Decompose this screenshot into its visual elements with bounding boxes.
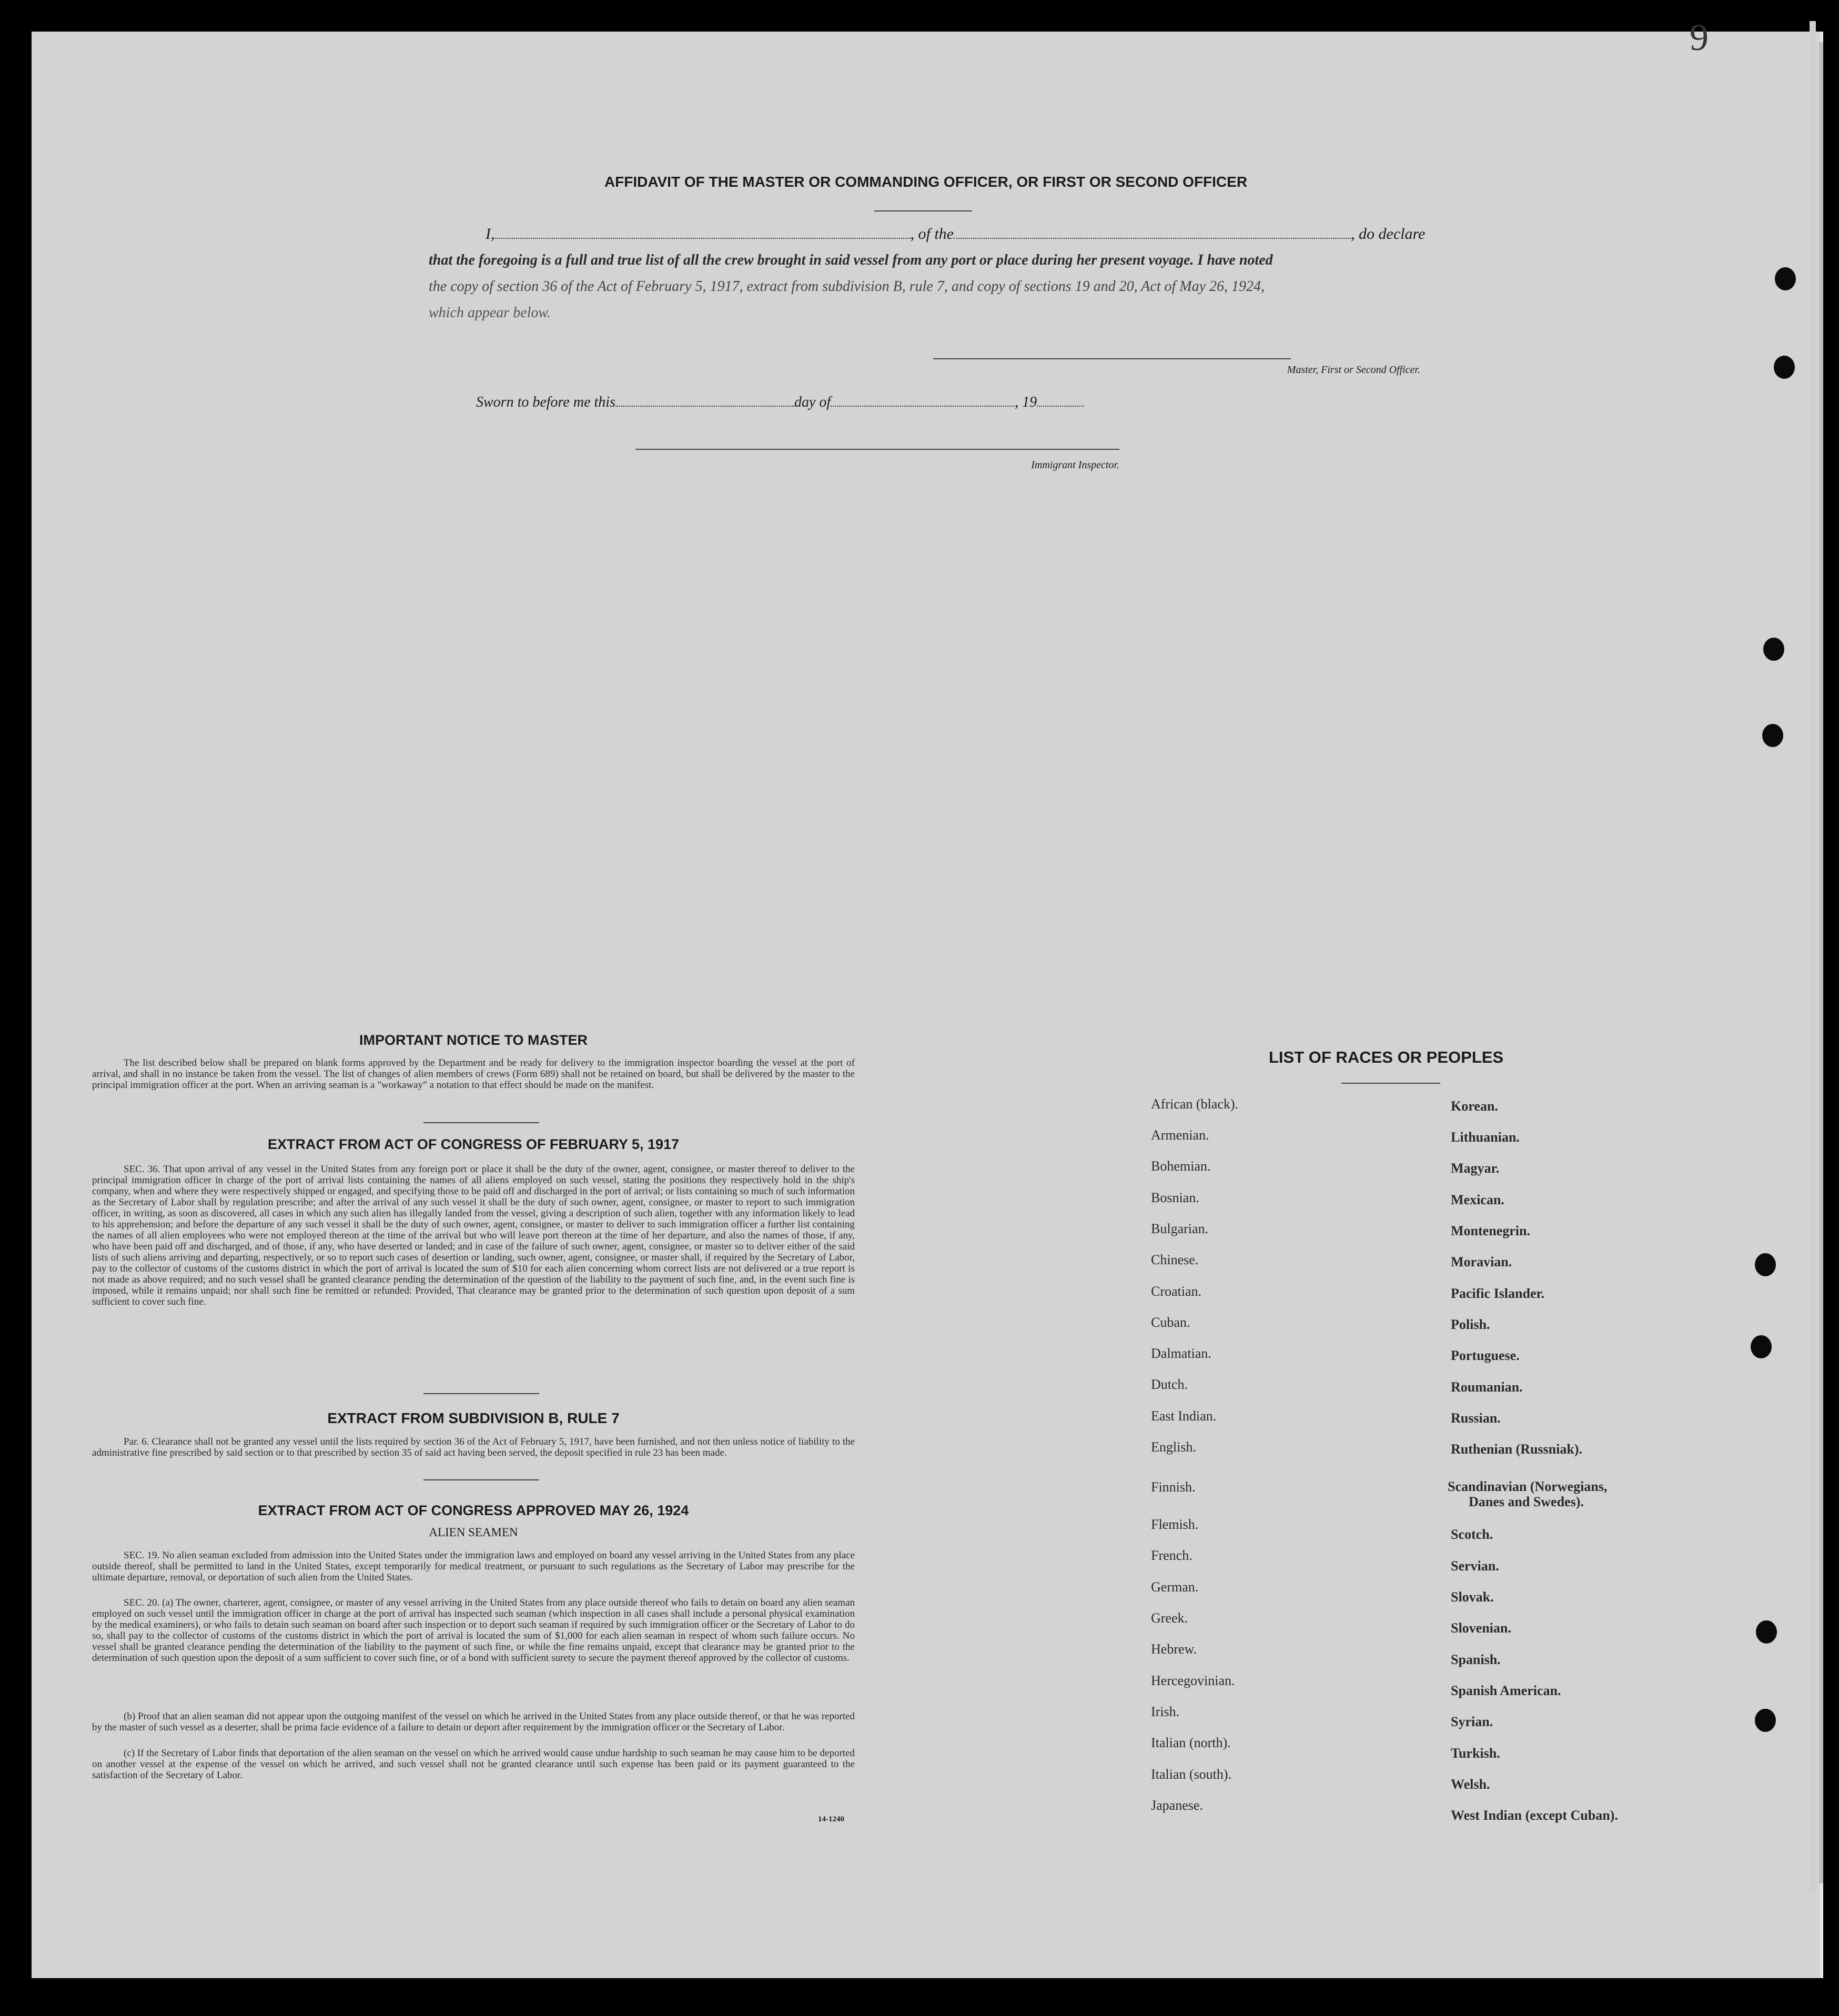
race-item: Turkish.	[1451, 1746, 1500, 1761]
signature-line[interactable]	[933, 358, 1291, 359]
divider	[423, 1479, 539, 1480]
race-item: Dutch.	[1151, 1377, 1188, 1392]
sworn-label: Sworn to before me this	[476, 394, 615, 410]
punch-hole	[1751, 1335, 1772, 1358]
sec-19: SEC. 19. No alien seaman excluded from admission into the United States under the immigration laws and employed on board any vessel arriving in the United States from any place outside thereof, shall be permitted to land in the United States, except temporarily for medical treatment, or pursuant to such regulations as the Secretary of Labor may prescribe for the ultimate departure, removal, or deportation of such alien from the United States.	[92, 1550, 855, 1583]
form-number: 14-1240	[818, 1815, 844, 1823]
do-declare-label: , do declare	[1351, 225, 1426, 243]
race-item: Italian (south).	[1151, 1767, 1232, 1782]
divider	[874, 210, 972, 211]
race-item: Chinese.	[1151, 1252, 1199, 1267]
punch-hole	[1756, 1620, 1777, 1644]
race-item: Bohemian.	[1151, 1158, 1211, 1174]
race-item: French.	[1151, 1548, 1193, 1563]
extract-rule7-title: EXTRACT FROM SUBDIVISION B, RULE 7	[327, 1410, 620, 1426]
affidavit-line-3: the copy of section 36 of the Act of February 5, 1917, extract from subdivision B, rule 7, and copy of sections 19 and 20, Act of May 26, 1924,	[429, 278, 1265, 295]
race-item: Portuguese.	[1451, 1348, 1520, 1363]
race-item: Irish.	[1151, 1704, 1180, 1719]
affidavit-line-1	[429, 221, 1428, 247]
race-item: Slovak.	[1451, 1589, 1494, 1605]
race-item: Spanish.	[1451, 1652, 1501, 1667]
punch-hole	[1774, 356, 1795, 379]
race-item: Welsh.	[1451, 1777, 1490, 1792]
race-item: Hercegovinian.	[1151, 1673, 1235, 1688]
race-item: Danes and Swedes).	[1469, 1494, 1584, 1509]
punch-hole	[1775, 267, 1796, 290]
race-item: Slovenian.	[1451, 1620, 1511, 1636]
race-item: Roumanian.	[1451, 1379, 1523, 1395]
inspector-signature-line[interactable]	[635, 449, 1119, 450]
race-item: Bulgarian.	[1151, 1221, 1209, 1236]
race-item: Scotch.	[1451, 1527, 1493, 1542]
race-item: Moravian.	[1451, 1254, 1512, 1269]
extract-1917-title: EXTRACT FROM ACT OF CONGRESS OF FEBRUARY 5, 1917	[267, 1136, 680, 1152]
divider	[423, 1393, 539, 1394]
year-field[interactable]	[1037, 391, 1084, 407]
race-item: Bosnian.	[1151, 1190, 1199, 1205]
race-item: Italian (north).	[1151, 1735, 1231, 1750]
page-number: 9	[1690, 16, 1709, 58]
sec-20a: SEC. 20. (a) The owner, charterer, agent, consignee, or master of any vessel arriving in the United States from any place outside thereof who fails to detain on board any alien seaman employed on such vessel until the immigration officer in charge at the port of arrival has inspected such seaman (which inspection in all cases shall include a personal physical examination by the medical examiners), or who fails to detain such seaman on board after such inspection or to deport such seaman if required by such immigration officer or the Secretary of Labor to do so, shall pay to the collector of customs of the customs district in which the port of arrival is located the sum of $1,000 for each alien seaman in respect of whom such failure occurs. No vessel shall be granted clearance pending the determination of the liability to the payment of such fine, or while the fine remains unpaid, except that clearance may be granted prior to the determination of such question upon the deposit of a sum sufficient to cover such fine, or of a bond with sufficient surety to secure the payment thereof approved by the collector of customs.	[92, 1597, 855, 1664]
race-item: Servian.	[1451, 1558, 1499, 1574]
punch-hole	[1755, 1709, 1776, 1732]
name-field[interactable]	[495, 223, 911, 239]
day-of-label: day of	[794, 394, 831, 410]
race-item: Lithuanian.	[1451, 1130, 1520, 1145]
signature-label: Master, First or Second Officer.	[1287, 364, 1420, 376]
race-item: West Indian (except Cuban).	[1451, 1808, 1618, 1823]
day-field[interactable]	[615, 391, 794, 407]
race-item: Mexican.	[1451, 1192, 1504, 1207]
race-item: Japanese.	[1151, 1798, 1203, 1813]
page-edge	[1810, 21, 1816, 1894]
race-item: English.	[1151, 1439, 1196, 1455]
race-item: Pacific Islander.	[1451, 1286, 1545, 1301]
race-item: Magyar.	[1451, 1161, 1500, 1176]
race-item: Scandinavian (Norwegians,	[1448, 1479, 1608, 1494]
race-item: Ruthenian (Russniak).	[1451, 1442, 1582, 1457]
of-the-label: , of the	[910, 225, 954, 243]
race-item: Syrian.	[1451, 1714, 1493, 1729]
extract-rule7-body: Par. 6. Clearance shall not be granted any vessel until the lists required by section 36 of the Act of February 5, 1917, have been furnished, and not then unless notice of liability to the administrative fine prescribed by said section or to that prescribed by section 35 of said act having been served, the deposit specified in rule 23 has been made.	[92, 1436, 855, 1458]
affidavit-line-2: that the foregoing is a full and true list of all the crew brought in said vessel from any port or place during her present voyage. I have noted	[429, 252, 1273, 268]
race-item: Cuban.	[1151, 1315, 1190, 1330]
notice-title: IMPORTANT NOTICE TO MASTER	[359, 1032, 588, 1048]
race-item: Hebrew.	[1151, 1641, 1197, 1657]
sec-20b: (b) Proof that an alien seaman did not appear upon the outgoing manifest of the vessel on which he arrived in the United States from any place outside thereof, or that he was reported by the master of such vessel as a deserter, shall be prima facie evidence of a failure to detain or deport after requirement by the immigration officer or the Secretary of Labor.	[92, 1711, 855, 1733]
divider	[1341, 1083, 1440, 1084]
races-title: LIST OF RACES OR PEOPLES	[1269, 1048, 1504, 1066]
race-item: Croatian.	[1151, 1284, 1202, 1299]
race-item: Greek.	[1151, 1610, 1188, 1626]
punch-hole	[1755, 1253, 1776, 1276]
page-edge-shadow	[1819, 42, 1823, 1883]
inspector-label: Immigrant Inspector.	[1031, 459, 1119, 471]
punch-hole	[1763, 638, 1784, 661]
race-item: African (black).	[1151, 1096, 1239, 1112]
punch-hole	[1762, 724, 1783, 747]
race-item: Armenian.	[1151, 1127, 1209, 1143]
vessel-field[interactable]	[954, 223, 1351, 239]
affidavit-body	[429, 221, 1428, 326]
race-item: Flemish.	[1151, 1517, 1199, 1532]
divider	[423, 1122, 539, 1123]
sworn-line	[476, 389, 1160, 416]
affidavit-title: AFFIDAVIT OF THE MASTER OR COMMANDING OFFICER, OR FIRST OR SECOND OFFICER	[604, 174, 1248, 190]
race-item: Dalmatian.	[1151, 1346, 1211, 1361]
race-item: Russian.	[1451, 1410, 1501, 1426]
sec-20c: (c) If the Secretary of Labor finds that deportation of the alien seaman on the vessel on which he arrived would cause undue hardship to such seaman he may cause him to be deported on another vessel at the expense of the vessel on which he arrived, and such vessel shall not be granted clearance until such expense has been paid or its payment guaranteed to the satisfaction of the Secretary of Labor.	[92, 1748, 855, 1781]
race-item: German.	[1151, 1579, 1199, 1595]
extract-1924-subtitle: ALIEN SEAMEN	[429, 1526, 518, 1539]
extract-1924-title: EXTRACT FROM ACT OF CONGRESS APPROVED MAY 26, 1924	[258, 1503, 689, 1518]
i-label: I,	[486, 225, 495, 243]
month-field[interactable]	[831, 391, 1015, 407]
notice-body: The list described below shall be prepared on blank forms approved by the Department and be ready for delivery to the immigration inspector boarding the vessel at the port of arrival, and shall in no instance be taken from the vessel. The list of changes of alien members of crews (Form 689) shall not be retained on board, but shall be delivered by the master to the principal immigration officer at the port. When an arriving seaman is a "workaway" a notation to that effect should be made on the manifest.	[92, 1057, 855, 1091]
extract-1917-body: SEC. 36. That upon arrival of any vessel in the United States from any foreign port or place it shall be the duty of the owner, agent, consignee, or master thereof to deliver to the principal immigration officer in charge of the port of arrival lists containing the names of all aliens employed on such vessel, stating the positions they respectively hold in the ship's company, when and where they were respectively shipped or engaged, and specifying those to be paid off and discharged in the port of arrival; or lists containing so much of such information as the Secretary of Labor shall by regulation prescribe; and after the arrival of any such vessel it shall be the duty of such owner, agent, consignee, or master to report to such immigration officer, in writing, as soon as discovered, all cases in which any such alien has illegally landed from the vessel, giving a description of such alien, together with any information likely to lead to his apprehension; and before the departure of any such vessel it shall be the duty of such owner, agent, consignee, or master to deliver to such immigration officer a further list containing the names of all alien employees who were not employed thereon at the time of the arrival but who will leave port thereon at the time of her departure, and also the names of those, if any, who have been paid off and discharged, and of those, if any, who have deserted or landed; and in case of the failure of such owner, agent, consignee, or master so to deliver either of the said lists of such aliens arriving and departing, respectively, or so to report such cases of desertion or landing, such owner, agent, consignee, or master shall, if required by the Secretary of Labor, pay to the collector of customs of the customs district in which the port of arrival is located the sum of $10 for each alien concerning whom correct lists are not delivered or a true report is not made as above required; and no such vessel shall be granted clearance pending the determination of the question of the liability to the payment of such fine, and, in the event such fine is imposed, while it remains unpaid; nor shall such fine be remitted or refunded: Provided, That clearance may be granted prior to the determination of such question upon deposit of a sum sufficient to cover such fine.	[92, 1164, 855, 1307]
affidavit-line-4: which appear below.	[429, 305, 551, 321]
race-item: Finnish.	[1151, 1479, 1196, 1495]
race-item: Polish.	[1451, 1317, 1490, 1332]
year-label: , 19	[1015, 394, 1037, 410]
race-item: East Indian.	[1151, 1408, 1217, 1424]
race-item: Montenegrin.	[1451, 1223, 1530, 1238]
race-item: Korean.	[1451, 1098, 1498, 1114]
race-item: Spanish American.	[1451, 1683, 1561, 1698]
